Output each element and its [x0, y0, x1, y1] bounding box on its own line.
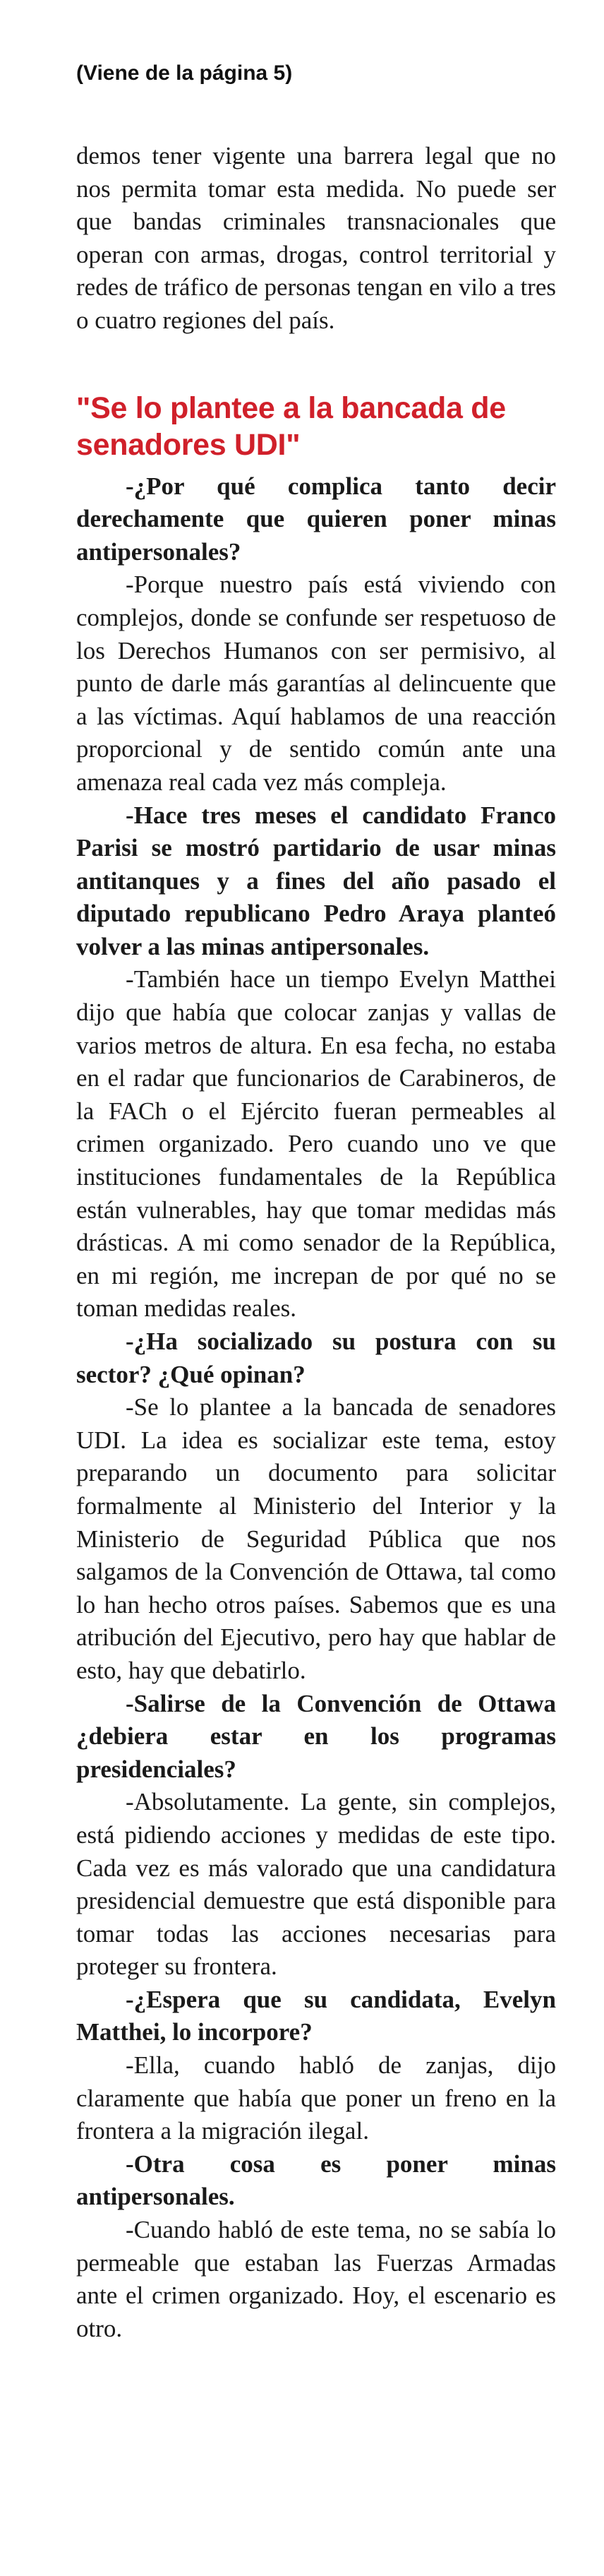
- question-5: -¿Espera que su candidata, Evelyn Matthei, lo incorpore?: [76, 1985, 556, 2046]
- answer-6: -Cuando habló de este tema, no se sabía lo permeable que estaban las Fuerzas Armadas ante el crimen organizado. Hoy, el escenario es otro.: [76, 2216, 556, 2342]
- intro-paragraph: demos tener vigente una barrera legal que no nos permita tomar esta medida. No puede ser que bandas criminales transnacionales que operan con armas, drogas, control territorial y redes de tráfico de personas tengan en vilo a tres o cuatro regiones del país.: [76, 142, 556, 334]
- answer-4: -Absolutamente. La gente, sin complejos, está pidiendo acciones y medidas de este tipo. Cada vez es más valorado que una candidatura presidencial demuestre que está disponible para tomar todas las acciones necesarias para proteger su frontera.: [76, 1788, 556, 1981]
- question-3: -¿Ha socializado su postura con su sector? ¿Qué opinan?: [76, 1328, 556, 1388]
- question-2: -Hace tres meses el candidato Franco Parisi se mostró partidario de usar minas antitanques y a fines del año pasado el diputado republicano Pedro Araya planteó volver a las minas antipersonales.: [76, 801, 556, 960]
- continued-from-note: (Viene de la página 5): [76, 61, 293, 85]
- answer-3: -Se lo plantee a la bancada de senadores UDI. La idea es socializar este tema, estoy preparando un documento para solicitar formalmente al Ministerio del Interior y la Ministerio de Seguridad Pública que nos salgamos de la Convención de Ottawa, tal como lo han hecho otros países. Sabemos que es una atribución del Ejecutivo, pero hay que hablar de esto, hay que debatirlo.: [76, 1393, 556, 1684]
- answer-2: -También hace un tiempo Evelyn Matthei dijo que había que colocar zanjas y vallas de varios metros de altura. En esa fecha, no estaba en el radar que funcionarios de Carabineros, de la FACh o el Ejército fueran permeables al crimen organizado. Pero cuando uno ve que instituciones fundamentales de la República están vulnerables, hay que tomar medidas más drásticas. A mi como senador de la República, en mi región, me increpan de por qué no se toman medidas reales.: [76, 965, 556, 1323]
- question-1: -¿Por qué complica tanto decir derechamente que quieren poner minas antipersonales?: [76, 472, 556, 566]
- interview-body: [76, 470, 556, 2346]
- question-6: -Otra cosa es poner minas antipersonales.: [76, 2149, 556, 2211]
- question-4: -Salirse de la Convención de Ottawa ¿debiera estar en los programas presidenciales?: [76, 1689, 556, 1783]
- answer-1: -Porque nuestro país está viviendo con complejos, donde se confunde ser respetuoso de los Derechos Humanos con ser permisivo, al punto de darle más garantías al delincuente que a las víctimas. Aquí hablamos de una reacción proporcional y de sentido común ante una amenaza real cada vez más compleja.: [76, 571, 556, 796]
- section-subheading: "Se lo plantee a la bancada de senadores UDI": [76, 390, 506, 462]
- answer-5: -Ella, cuando habló de zanjas, dijo claramente que había que poner un freno en la frontera a la migración ilegal.: [76, 2051, 556, 2145]
